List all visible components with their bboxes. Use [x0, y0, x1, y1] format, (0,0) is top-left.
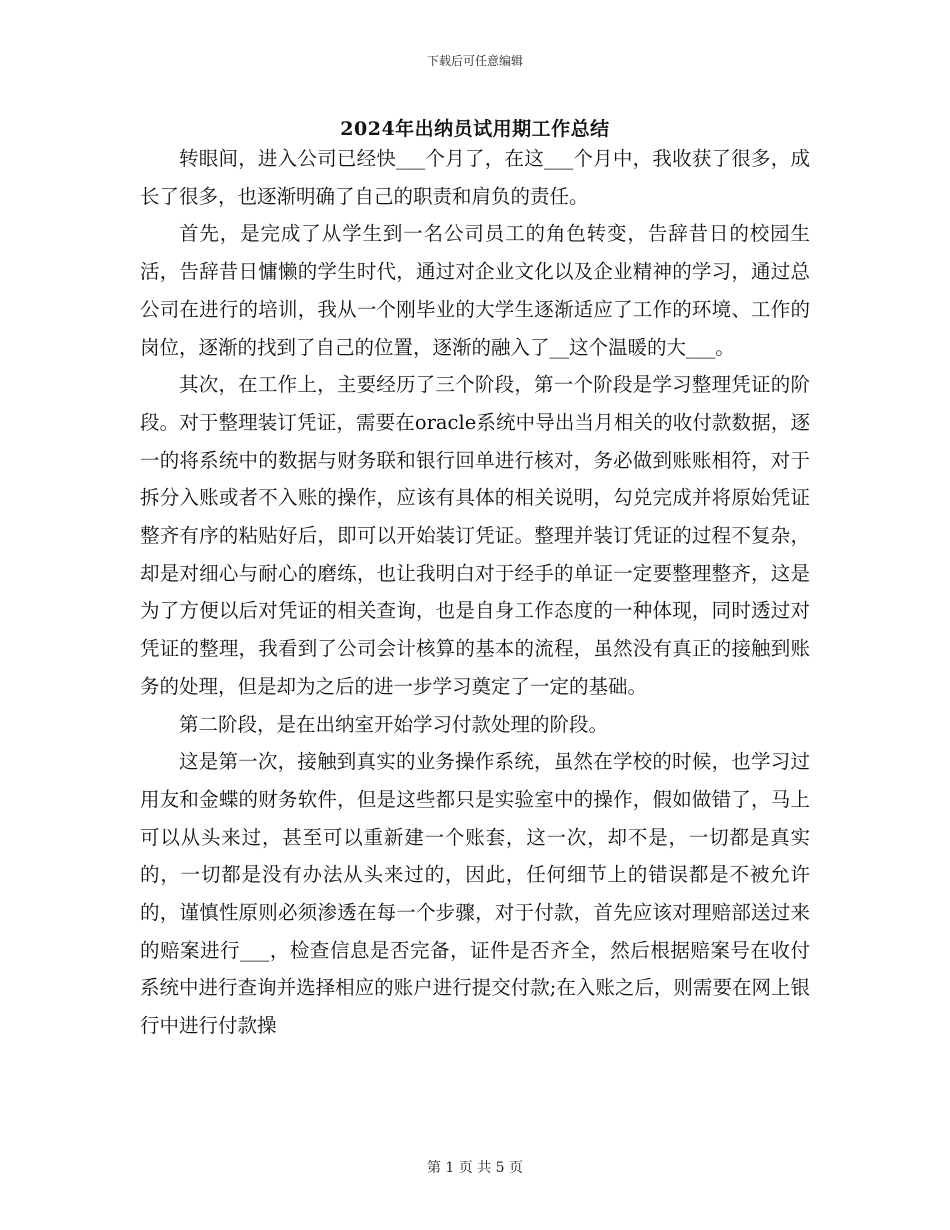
document-body	[140, 140, 810, 1045]
paragraph-role-transition: 首先，是完成了从学生到一名公司员工的角色转变，告辞昔日的校园生活，告辞昔日慵懒的学生时代，通过对企业文化以及企业精神的学习，通过总公司在进行的培训，我从一个刚毕业的大学生逐渐适应了工作的环境、工作的岗位，逐渐的找到了自己的位置，逐渐的融入了__这个温暖的大___。	[140, 222, 810, 359]
page-footer: 第 1 页 共 5 页	[426, 1160, 524, 1176]
paragraph-stage-one: 其次，在工作上，主要经历了三个阶段，第一个阶段是学习整理凭证的阶段。对于整理装订凭证，需要在oracle系统中导出当月相关的收付款数据，逐一的将系统中的数据与财务联和银行回单进行核对，务必做到账账相符，对于拆分入账或者不入账的操作，应该有具体的相关说明，勾兑完成并将原始凭证整齐有序的粘贴好后，即可以开始装订凭证。整理并装订凭证的过程不复杂，却是对细心与耐心的磨练，也让我明白对于经手的单证一定要整理整齐，这是为了方便以后对凭证的相关查询，也是自身工作态度的一种体现，同时透过对凭证的整理，我看到了公司会计核算的基本的流程，虽然没有真正的接触到账务的处理，但是却为之后的进一步学习奠定了一定的基础。	[140, 373, 810, 698]
paragraph-stage-two-heading: 第二阶段，是在出纳室开始学习付款处理的阶段。	[179, 712, 609, 736]
document-title: 2024年出纳员试用期工作总结	[340, 118, 610, 140]
paragraph-stage-two: 这是第一次，接触到真实的业务操作系统，虽然在学校的时候，也学习过用友和金蝶的财务软件，但是这些都只是实验室中的操作，假如做错了，马上可以从头来过，甚至可以重新建一个账套，这一次，却不是，一切都是真实的，一切都是没有办法从头来过的，因此，任何细节上的错误都是不被允许的，谨慎性原则必须渗透在每一个步骤，对于付款，首先应该对理赔部送过来的赔案进行___，检查信息是否完备，证件是否齐全，然后根据赔案号在收付系统中进行查询并选择相应的账户进行提交付款;在入账之后，则需要在网上银行中进行付款操	[140, 750, 810, 1038]
page-header: 下载后可任意编辑	[426, 54, 523, 68]
paragraph-intro: 转眼间，进入公司已经快___个月了，在这___个月中，我收获了很多，成长了很多，也逐渐明确了自己的职责和肩负的责任。	[140, 147, 810, 208]
